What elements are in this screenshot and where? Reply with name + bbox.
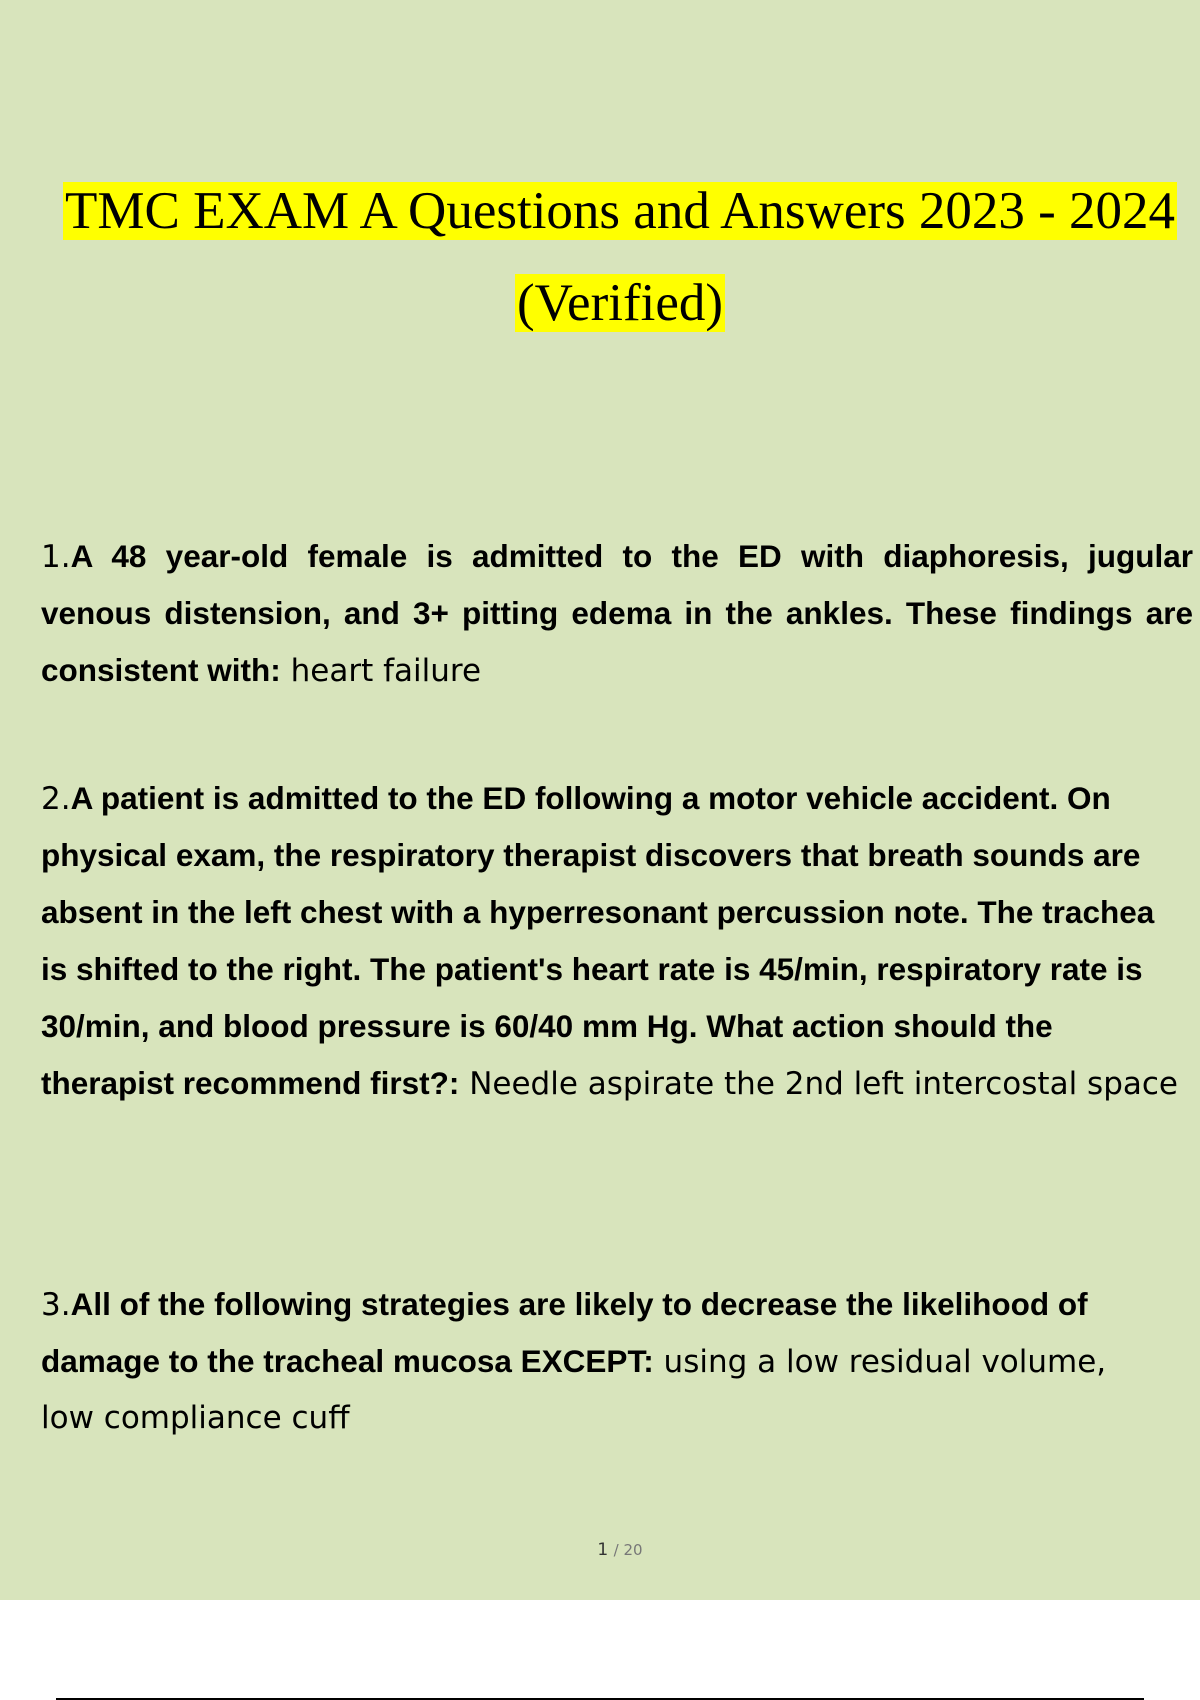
answer-text: heart failure — [290, 653, 482, 689]
page-total: / 20 — [613, 1541, 643, 1559]
answer-text: Needle aspirate the 2nd left intercostal space — [469, 1066, 1178, 1102]
question-number: 1. — [41, 539, 71, 575]
title-line-2: (Verified) — [517, 274, 723, 332]
answer-text: using a low residual volume, low compliance cuff — [41, 1344, 1107, 1436]
page-current: 1 — [597, 1540, 609, 1560]
question-text: All of the following strategies are likely to decrease the likelihood of damage to the tracheal mucosa EXCEPT: — [41, 1286, 1088, 1379]
question-item-3 — [41, 1276, 1121, 1446]
document-title — [0, 165, 1200, 349]
question-item-2 — [41, 770, 1181, 1112]
question-text: A 48 year-old female is admitted to the ED with diaphoresis, jugular venous distension, and 3+ pitting edema in the ankles. These findings are consistent with: — [41, 538, 1193, 688]
question-number: 2. — [41, 781, 71, 817]
question-number: 3. — [41, 1287, 71, 1323]
question-text: A patient is admitted to the ED following a motor vehicle accident. On physical exam, the respiratory therapist discovers that breath sounds are absent in the left chest with a hyperresonant percussion note. The trachea is shifted to the right. The patient's heart rate is 45/min, respiratory rate is 30/min, and blood pressure is 60/40 mm Hg. What action should the therapist recommend first?: — [41, 780, 1155, 1101]
title-line-1: TMC EXAM A Questions and Answers 2023 - 2024 — [64, 182, 1176, 240]
question-item-1 — [41, 528, 1193, 699]
page-number — [0, 1540, 1200, 1560]
